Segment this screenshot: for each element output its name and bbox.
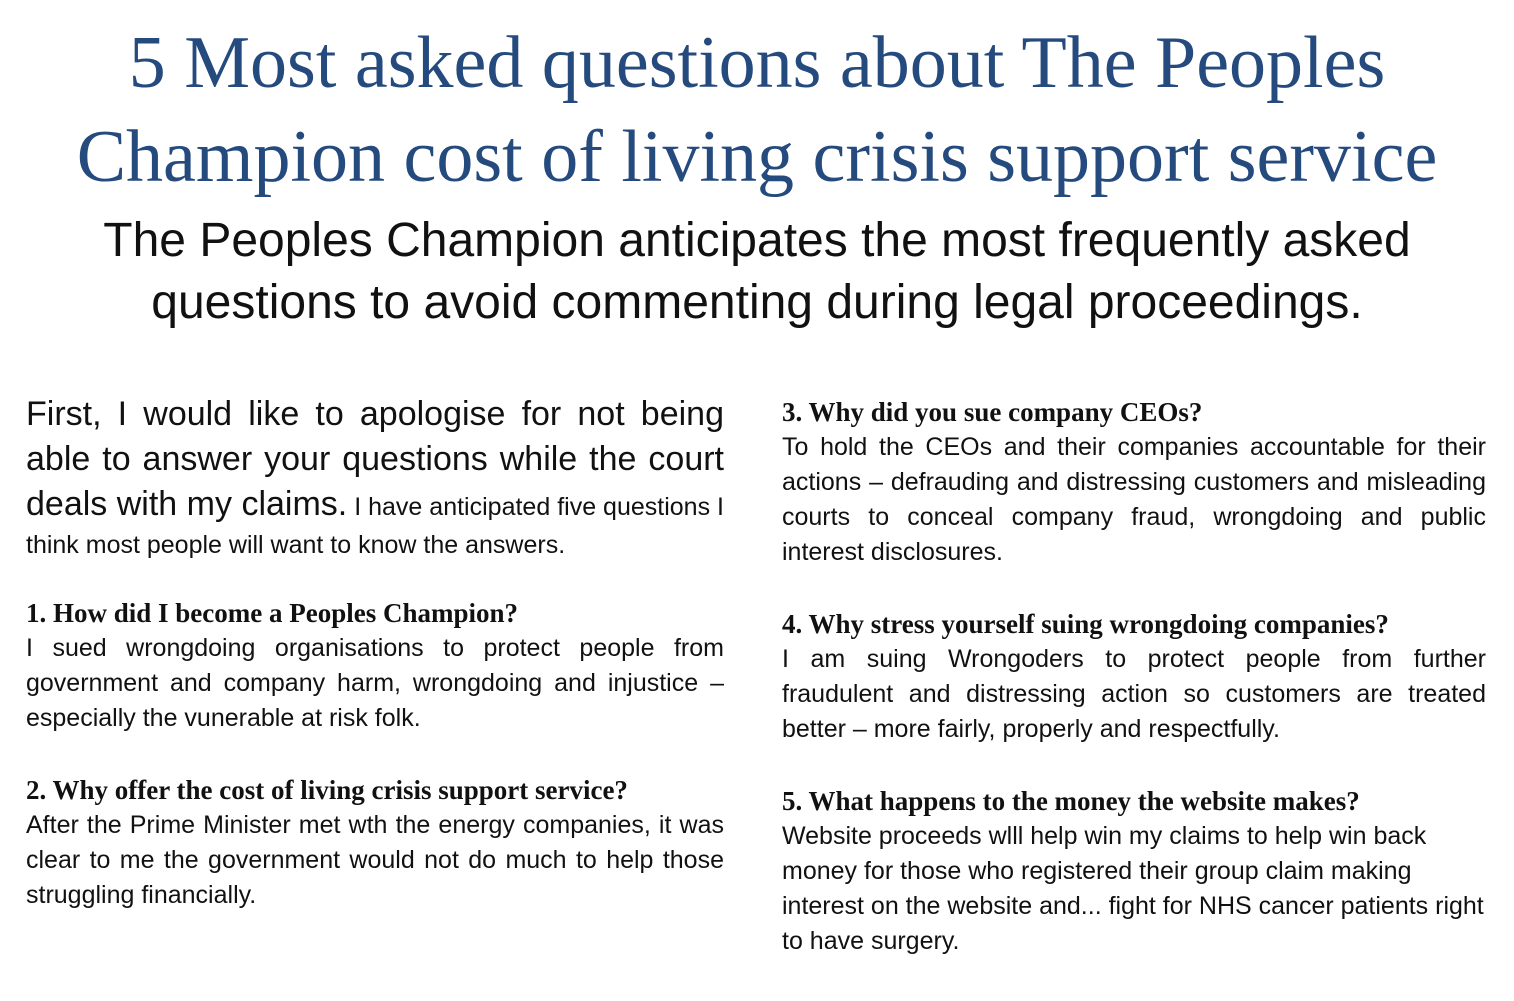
faq-item-3 — [782, 394, 1486, 570]
faq-answer: After the Prime Minister met wth the energy companies, it was clear to me the government would not do much to help those struggling financially. — [26, 811, 724, 909]
faq-answer: Website proceeds wlll help win my claims to help win back money for those who registered their group claim making interest on the website and... fight for NHS cancer patients right to have surgery. — [782, 822, 1484, 955]
left-column — [26, 392, 724, 949]
faq-question: 1. How did I become a Peoples Champion? — [26, 598, 519, 628]
right-column — [782, 394, 1486, 995]
page-subtitle: The Peoples Champion anticipates the most frequently asked questions to avoid commenting during legal proceedings. — [103, 214, 1411, 329]
faq-answer: I sued wrongdoing organisations to protect people from government and company harm, wrongdoing and injustice – especially the vunerable at risk folk. — [26, 634, 724, 732]
page-title: 5 Most asked questions about The Peoples Champion cost of living crisis support service — [76, 22, 1438, 198]
faq-question: 3. Why did you sue company CEOs? — [782, 397, 1203, 427]
faq-item-1 — [26, 595, 724, 736]
faq-question: 5. What happens to the money the website makes? — [782, 786, 1360, 816]
intro-paragraph — [26, 392, 724, 563]
faq-answer: To hold the CEOs and their companies accountable for their actions – defrauding and distressing customers and misleading courts to conceal company fraud, wrongdoing and public interest disclosures. — [782, 433, 1486, 566]
intro-rest: I have anticipated five questions I think most people will want to know the answers. — [26, 493, 724, 559]
faq-item-5 — [782, 783, 1486, 959]
faq-item-2 — [26, 772, 724, 913]
faq-question: 4. Why stress yourself suing wrongdoing companies? — [782, 609, 1389, 639]
faq-answer: I am suing Wrongoders to protect people from further fraudulent and distressing action so customers are treated better – more fairly, properly and respectfully. — [782, 645, 1486, 743]
intro-lead: First, I would like to apologise for not being able to answer your questions while the court deals with my claims. — [26, 395, 724, 523]
faq-question: 2. Why offer the cost of living crisis support service? — [26, 775, 628, 805]
faq-item-4 — [782, 606, 1486, 747]
